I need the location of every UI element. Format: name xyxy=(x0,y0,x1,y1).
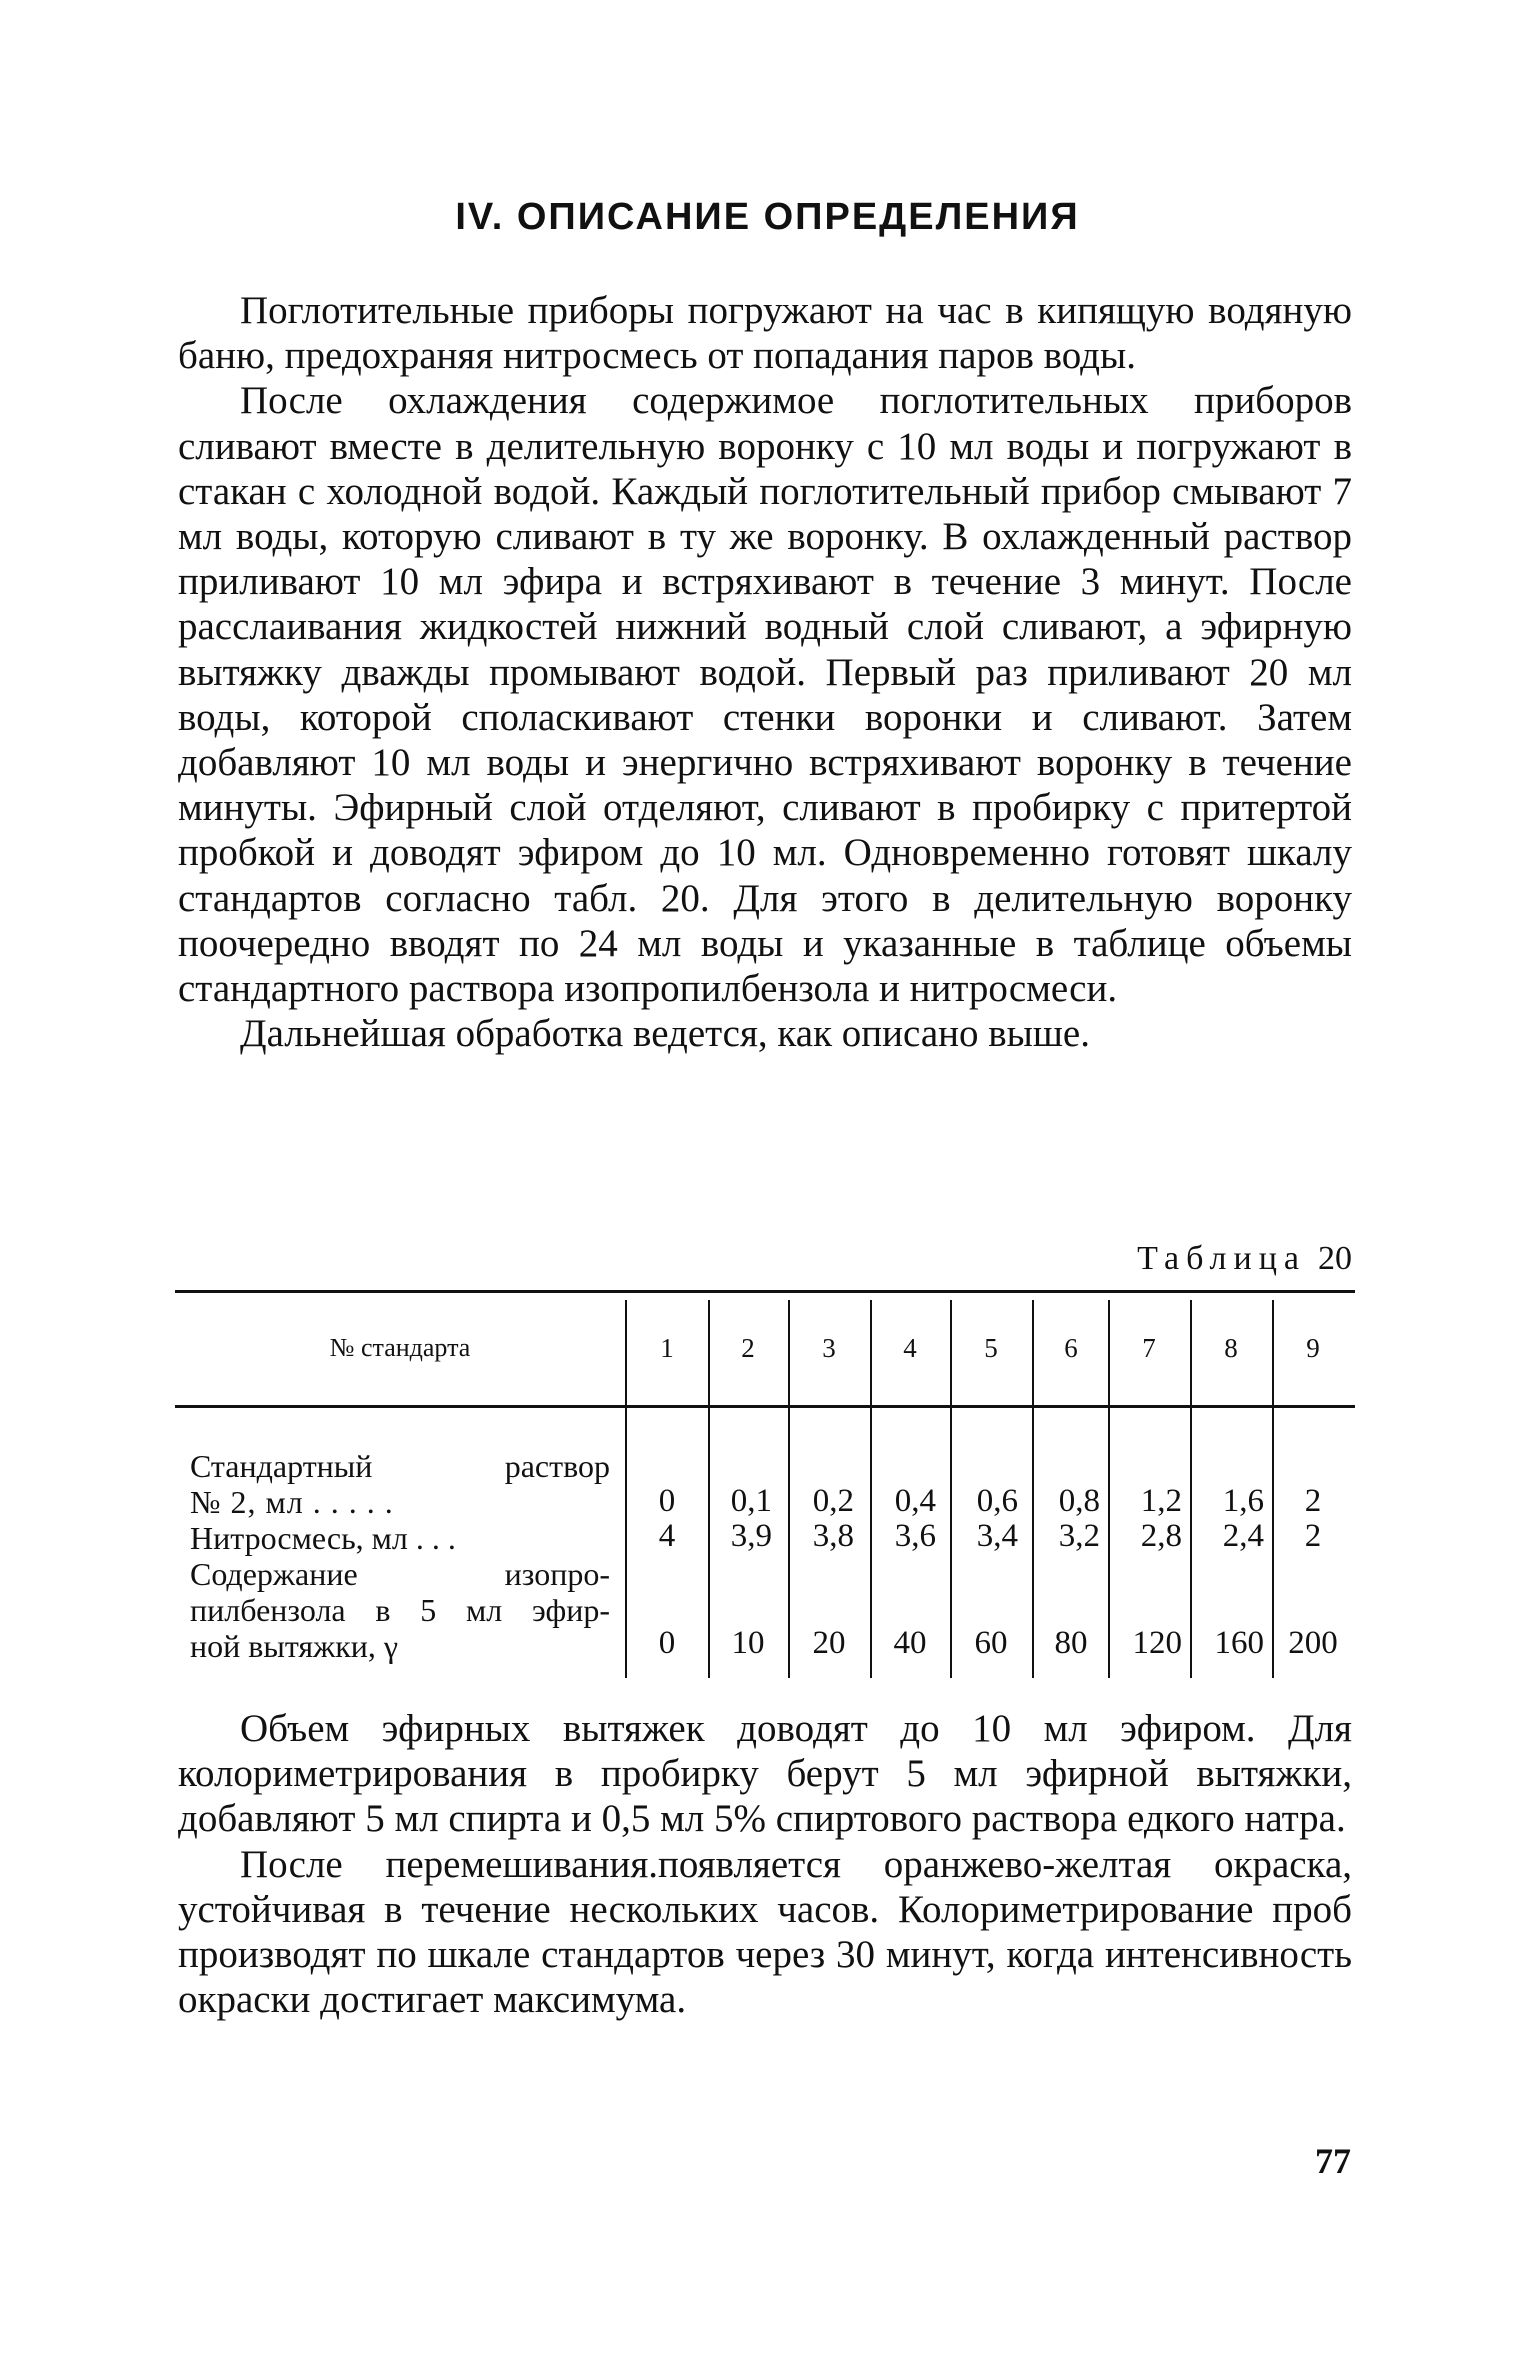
table-column-header: 3 xyxy=(822,1333,836,1363)
table-cell: 2 xyxy=(1304,1518,1322,1554)
table-cell: 40 xyxy=(893,1625,927,1661)
paragraph: Объем эфирных вытяжек доводят до 10 мл эфиром. Для колориметрирования в пробирку берут 5 мл эфирной вытяжки, добавляют 5 мл спирта и 0,5 мл 5% спиртового раствора едкого натра. xyxy=(178,1707,1352,1841)
table-cell: 0,2 xyxy=(812,1483,854,1519)
table-cell: 3,8 xyxy=(812,1518,854,1554)
table-header-rule xyxy=(175,1405,1355,1408)
table-cell: 20 xyxy=(812,1625,846,1661)
table-cell: 200 xyxy=(1288,1625,1338,1661)
table-cell: 0,1 xyxy=(730,1483,772,1519)
table-cell: 0 xyxy=(658,1625,676,1661)
table-caption xyxy=(1137,1240,1352,1278)
table-cell: 3,2 xyxy=(1058,1518,1100,1554)
bottom-text-block xyxy=(178,1706,1352,2022)
table-cell: 80 xyxy=(1054,1625,1088,1661)
paragraph: Поглотительные приборы погружают на час в кипящую водяную баню, предохраняя нитросмесь от попадания паров воды. xyxy=(178,289,1352,378)
table-cell: 120 xyxy=(1132,1625,1182,1661)
table-column-header: 1 xyxy=(660,1333,674,1363)
table-cell: 3,6 xyxy=(894,1518,936,1554)
table-row-label: Нитросмесь, мл . . . xyxy=(190,1520,456,1556)
table-cell: 2,4 xyxy=(1222,1518,1264,1554)
paragraph: Дальнейшая обработка ведется, как описано выше. xyxy=(240,1012,1090,1056)
table-cell: 3,4 xyxy=(976,1518,1018,1554)
table-cell: 2,8 xyxy=(1140,1518,1182,1554)
paragraph: После перемешивания.появляется оранжево-желтая окраска, устойчивая в течение нескольких часов. Колориметрирование проб производят по шкале стандартов через 30 минут, когда интенсивность окраски достигает максимума. xyxy=(178,1842,1352,2022)
table-cell: 4 xyxy=(658,1518,676,1554)
table-cell: 60 xyxy=(974,1625,1008,1661)
table-cell: 0,8 xyxy=(1058,1483,1100,1519)
table-cell: 0,4 xyxy=(894,1483,936,1519)
table-cell: 2 xyxy=(1304,1483,1322,1519)
paragraph: После охлаждения содержимое поглотительных приборов сливают вместе в делительную воронку с 10 мл воды и погружают в стакан с холодной водой. Каждый поглотительный прибор смывают 7 мл воды, которую сливают в ту же воронку. В охлажденный раствор приливают 10 мл эфира и встряхивают в течение 3 минут. После расслаивания жидкостей нижний водный слой сливают, а эфирную вытяжку дважды промывают водой. Первый раз приливают 20 мл воды, которой споласкивают стенки воронки и сливают. Затем добавляют 10 мл воды и энергично встряхивают воронку в течение минуты. Эфирный слой отделяют, сливают в пробирку с притертой пробкой и доводят эфиром до 10 мл. Одновременно готовят шкалу стандартов согласно табл. 20. Для этого в делительную воронку поочередно вводят по 24 мл воды и указанные в таблице объемы стандартного раствора изопропилбензола и нитросмеси. xyxy=(178,379,1352,1011)
table-cell: 0 xyxy=(658,1483,676,1519)
page-number: 77 xyxy=(1315,2141,1351,2181)
table-column-header: 2 xyxy=(741,1333,755,1363)
table-column-header: 6 xyxy=(1064,1333,1078,1363)
table-cell: 1,6 xyxy=(1222,1483,1264,1519)
table-caption-number: 20 xyxy=(1318,1240,1352,1277)
table-column-header: 9 xyxy=(1306,1333,1320,1363)
table-cell: 0,6 xyxy=(976,1483,1018,1519)
table-top-rule xyxy=(175,1290,1355,1293)
table-cell: 3,9 xyxy=(730,1518,772,1554)
table-row-label: Содержание изопро- пилбензола в 5 мл эфир- ной вытяжки, γ xyxy=(190,1556,610,1664)
table-cell: 160 xyxy=(1214,1625,1264,1661)
top-text-block xyxy=(178,288,1352,1056)
table-header-label: № стандарта xyxy=(329,1333,471,1362)
section-heading: IV. ОПИСАНИЕ ОПРЕДЕЛЕНИЯ xyxy=(455,196,1080,238)
table-caption-word: Таблица xyxy=(1137,1240,1306,1277)
table-column-header: 7 xyxy=(1142,1333,1156,1363)
table-column-header: 8 xyxy=(1224,1333,1238,1363)
table-column-header: 5 xyxy=(984,1333,998,1363)
table-row-label: Стандартный раствор № 2, мл . . . . . xyxy=(190,1448,610,1520)
table-cell: 10 xyxy=(731,1625,765,1661)
table-column-header: 4 xyxy=(903,1333,917,1363)
table-cell: 1,2 xyxy=(1140,1483,1182,1519)
